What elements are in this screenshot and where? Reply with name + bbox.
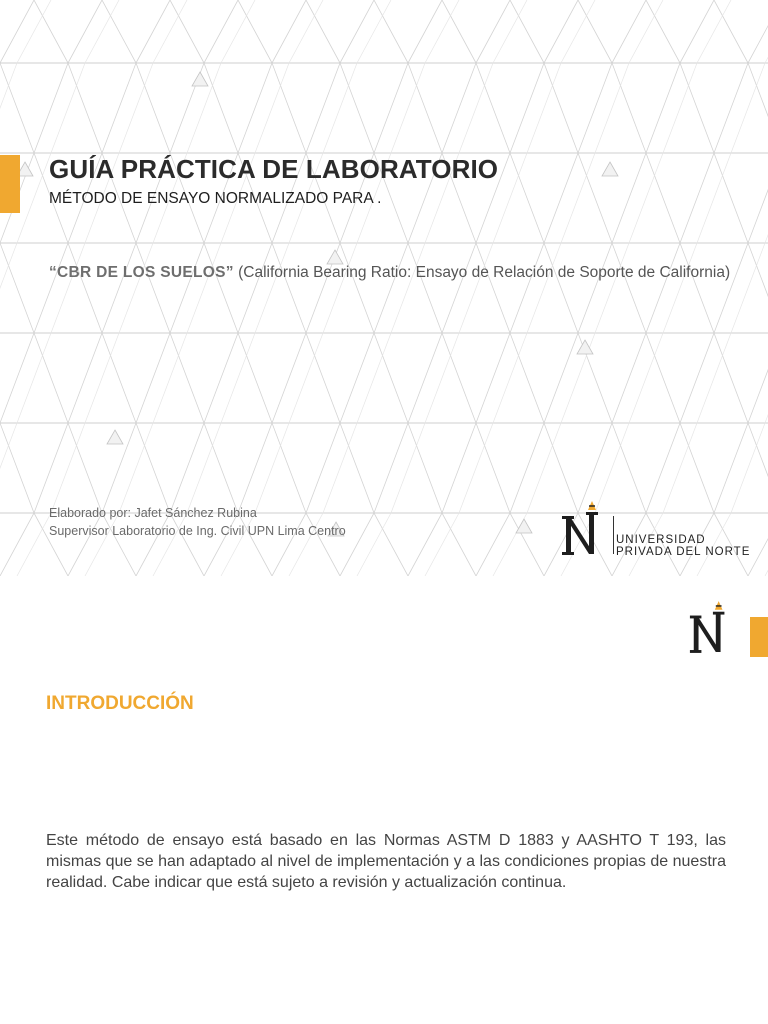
- logo-text-line2: PRIVADA DEL NORTE: [616, 546, 751, 558]
- accent-bar-left: [0, 155, 20, 213]
- cbr-description: (California Bearing Ratio: Ensayo de Relación de Soporte de California): [233, 264, 731, 281]
- accent-bar-right: [750, 617, 768, 657]
- upn-n-logo-icon: [688, 598, 734, 658]
- cover-title: GUÍA PRÁCTICA DE LABORATORIO: [49, 154, 499, 184]
- cover-subtitle: MÉTODO DE ENSAYO NORMALIZADO PARA .: [49, 190, 382, 207]
- cover-description: [49, 262, 739, 283]
- introduction-body: Este método de ensayo está basado en las Normas ASTM D 1883 y AASHTO T 193, las mismas que se han adaptado al nivel de implementación y a las condiciones propias de nuestra realidad. Cabe indicar que está sujeto a revisión y actualización continua.: [46, 832, 726, 891]
- introduction-heading: INTRODUCCIÓN: [46, 693, 194, 714]
- university-logo: [560, 498, 750, 560]
- logo-text: [616, 534, 750, 558]
- logo-text-line1: UNIVERSIDAD: [616, 534, 706, 546]
- logo-divider: [613, 516, 614, 554]
- introduction-slide: [0, 576, 768, 1024]
- upn-n-logo-icon: [560, 498, 608, 560]
- author-name: Elaborado por: Jafet Sánchez Rubina: [49, 506, 257, 520]
- author-role: Supervisor Laboratorio de Ing. Civil UPN Lima Centro: [49, 524, 346, 538]
- cbr-title: “CBR DE LOS SUELOS”: [49, 264, 234, 281]
